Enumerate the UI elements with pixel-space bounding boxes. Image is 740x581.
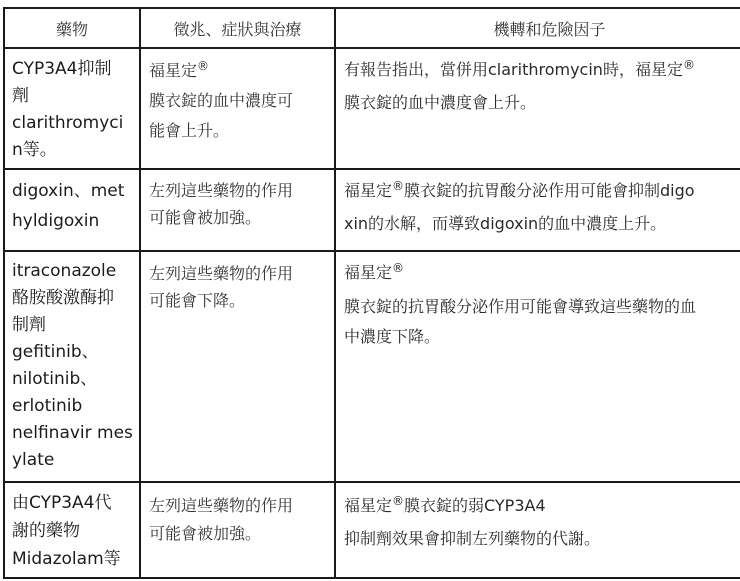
mechanism-text: 膜衣錠的抗胃酸分泌作用可能會抑制digo [404,181,695,200]
mechanism-line: xin的水解，而導致digoxin的血中濃度上升。 [344,214,667,233]
mechanism-text: 有報告指出，當併用clarithromycin時，福星定 [344,60,683,79]
header-mechanism-risk: 機轉和危險因子 [335,8,740,48]
drug-line: clarithromyci [12,113,124,133]
drug-line: CYP3A4抑制 [12,59,112,79]
registered-mark: ® [392,494,405,508]
symptom-line [149,56,326,86]
drug-line: itraconazole [12,261,117,281]
drug-line: 謝的藥物 [12,521,80,541]
header-drug: 藥物 [4,8,140,48]
drug-line: Midazolam等 [12,549,121,569]
mechanism-line: 膜衣錠的血中濃度會上升。 [344,93,537,112]
table-row [4,169,740,251]
brand-name: 福星定 [344,496,393,515]
symptom-cell [140,169,335,251]
brand-name: 福星定 [344,263,393,282]
drug-line: ylate [12,450,55,470]
drug-line: hyldigoxin [12,211,100,231]
drug-line: gefitinib、 [12,342,99,362]
symptom-cell [140,482,335,578]
registered-mark: ® [392,179,405,193]
symptom-line: 左列這些藥物的作用 [149,496,294,515]
brand-name: 福星定 [149,61,198,80]
table-row [4,251,740,482]
drug-line: 劑 [12,86,29,106]
mechanism-line: 膜衣錠的抗胃酸分泌作用可能會導致這些藥物的血 [344,297,697,316]
drug-line: erlotinib [12,396,83,416]
registered-mark: ® [392,261,405,275]
mechanism-line [344,258,740,288]
drug-cell [4,482,140,578]
mechanism-line: 抑制劑效果會抑制左列藥物的代謝。 [344,529,601,548]
symptom-line: 可能會被加強。 [149,524,262,543]
symptom-line: 膜衣錠的血中濃度可 [149,91,294,110]
mechanism-line [344,174,740,207]
drug-cell [4,48,140,169]
drug-line: nilotinib、 [12,369,98,389]
table-header-row [4,8,740,48]
mechanism-text: 膜衣錠的弱CYP3A4 [404,496,546,515]
symptom-cell [140,251,335,482]
symptom-line: 能會上升。 [149,121,230,140]
symptom-line: 可能會被加強。 [149,208,262,227]
drug-line: digoxin、met [12,181,125,201]
drug-line: n等。 [12,140,57,160]
symptom-line: 可能會下降。 [149,291,246,310]
mechanism-cell [335,169,740,251]
symptom-cell [140,48,335,169]
registered-mark: ® [197,59,210,73]
drug-line: 制劑 [12,315,46,335]
drug-cell [4,169,140,251]
drug-line: 酪胺酸激酶抑 [12,288,114,308]
registered-mark: ® [682,58,695,72]
mechanism-line [344,53,740,86]
drug-interaction-table [3,7,740,579]
symptom-line: 左列這些藥物的作用 [149,264,294,283]
table-row [4,482,740,578]
mechanism-line [344,489,740,522]
drug-cell [4,251,140,482]
mechanism-cell [335,482,740,578]
mechanism-cell [335,251,740,482]
drug-line: nelfinavir mes [12,423,133,443]
brand-name: 福星定 [344,181,393,200]
table-row [4,48,740,169]
mechanism-cell [335,48,740,169]
drug-line: 由CYP3A4代 [12,493,112,513]
mechanism-line: 中濃度下降。 [344,327,441,346]
symptom-line: 左列這些藥物的作用 [149,181,294,200]
header-symptoms-treatment: 徵兆、症狀與治療 [140,8,335,48]
